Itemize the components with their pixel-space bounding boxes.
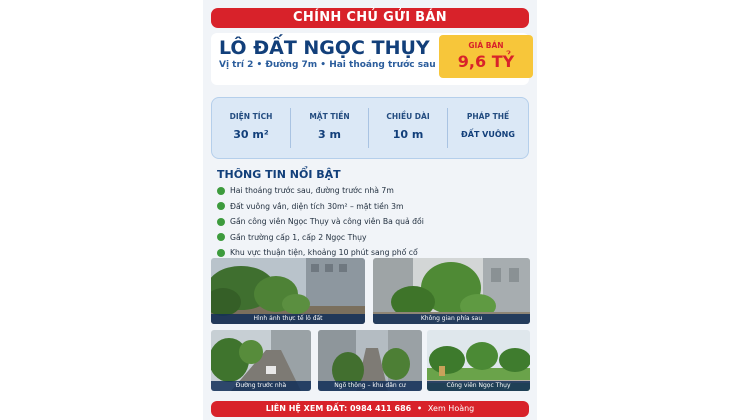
spec-value: 30 m² [233,128,269,141]
spec-value: 3 m [318,128,341,141]
spec-frontage [291,98,368,158]
photo-land [211,258,365,324]
bullet-dot-icon [217,249,225,257]
hero-card [211,33,529,85]
list-item: Đất vuông vắn, diện tích 30m² – mặt tiền 3m [217,199,527,215]
photo-caption: Ngõ thông – khu dân cư [318,381,422,391]
price-value: 9,6 TỶ [457,52,515,71]
top-banner: CHÍNH CHỦ GỬI BÁN [211,8,529,28]
bullet-dot-icon [217,202,225,210]
spec-length [369,98,447,158]
contact-name: Xem Hoàng [427,404,475,413]
price-badge [439,35,533,78]
specs-panel [211,97,529,159]
spec-value: ĐẤT VUÔNG [461,130,515,139]
list-item: Hai thoáng trước sau, đường trước nhà 7m [217,183,527,199]
photo-back-space [373,258,530,324]
spec-label: MẶT TIỀN [309,112,350,121]
photo-caption: Công viên Ngọc Thụy [427,381,530,391]
contact-footer [211,401,529,417]
contact-phone[interactable]: LIÊN HỆ XEM ĐẤT: 0984 411 686 [265,404,412,413]
photo-caption: Hình ảnh thực tế lô đất [211,314,365,324]
bullet-dot-icon [217,218,225,226]
spec-label: DIỆN TÍCH [229,112,273,121]
price-label: GIÁ BÁN [468,41,504,50]
photo-caption: Không gian phía sau [373,314,530,324]
photo-street [211,330,311,391]
photo-alley [318,330,422,391]
footer-separator: • [417,404,423,413]
spec-area [212,98,290,158]
listing-subtitle: Vị trí 2 • Đường 7m • Hai thoáng trước sau [219,60,436,70]
photo-park [427,330,530,391]
spec-value: 10 m [392,128,424,141]
bullet-dot-icon [217,233,225,241]
list-item: Gần công viên Ngọc Thụy và công viên Ba quả đồi [217,214,527,230]
listing-poster [203,0,537,420]
spec-legal [448,98,528,158]
list-item: Khu vực thuận tiện, khoảng 10 phút sang phố cổ [217,245,527,261]
bullet-dot-icon [217,187,225,195]
spec-label: CHIỀU DÀI [386,112,430,121]
photo-caption: Đường trước nhà [211,381,311,391]
listing-title: LÔ ĐẤT NGỌC THỤY [219,37,430,59]
highlights-title: THÔNG TIN NỔI BẬT [217,168,341,181]
list-item: Gần trường cấp 1, cấp 2 Ngọc Thụy [217,230,527,246]
spec-label: PHÁP THẾ [466,112,510,121]
highlights-list [217,183,527,261]
